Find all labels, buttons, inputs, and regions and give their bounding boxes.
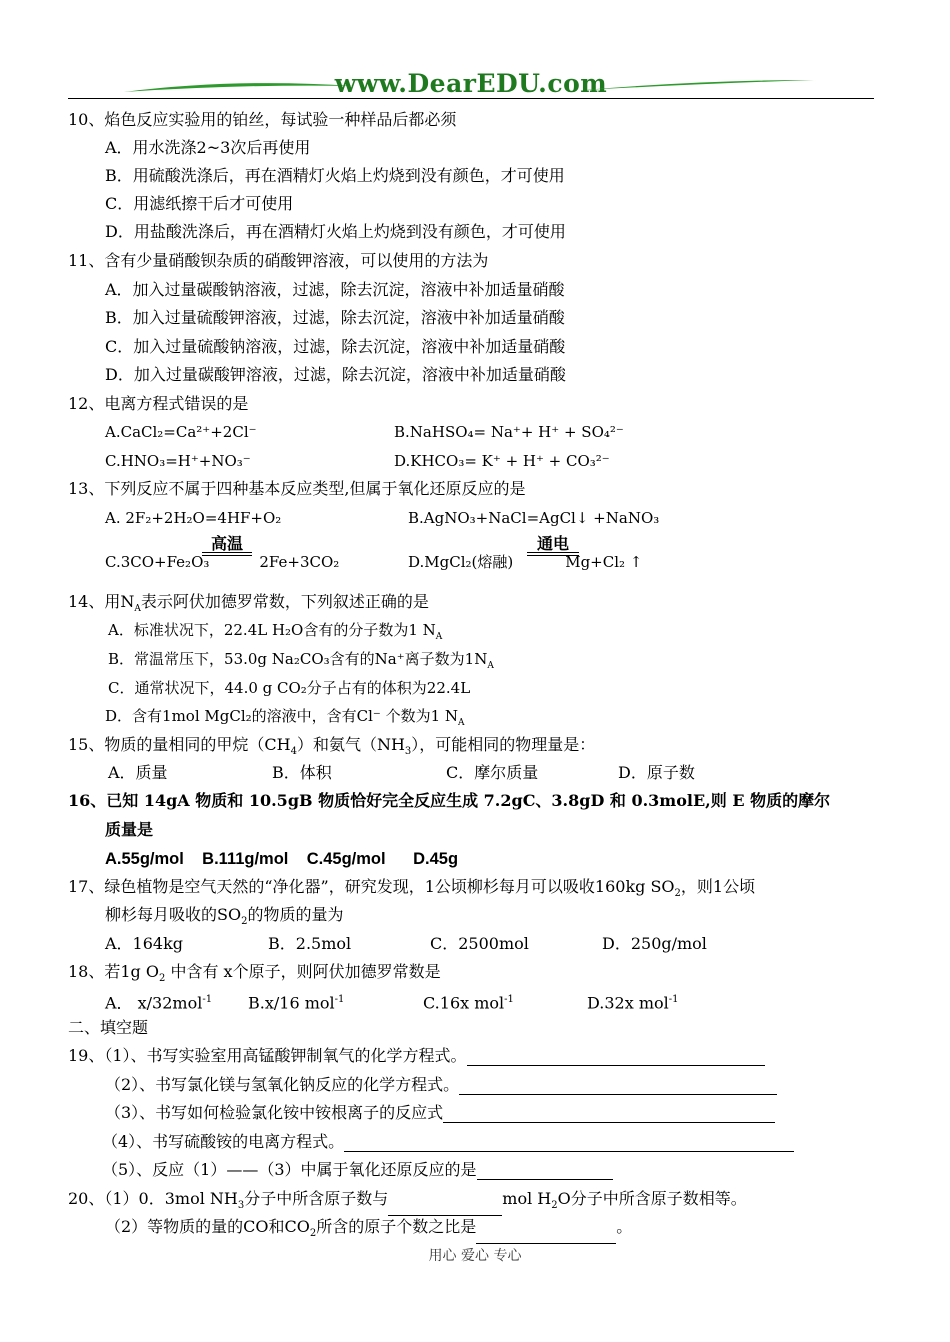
q18-option-c [423,990,514,1013]
na-subscript: A [134,604,141,615]
question-14 [68,592,429,619]
q10-option-a: A．用水洗涤2~3次后再使用 [105,138,311,157]
q13-option-d [408,552,642,572]
q19-1-text: 19、（1）、书写实验室用高锰酸钾制氧气的化学方程式。 [68,1046,467,1065]
subscript: 2 [241,916,248,928]
q11-option-a: A．加入过量碳酸钠溶液，过滤，除去沉淀，溶液中补加适量硝酸 [105,280,565,299]
subscript: 2 [551,1200,558,1212]
answer-blank[interactable] [467,1049,765,1066]
q14a-text: A．标准状况下，22.4L H₂O含有的分子数为1 N [108,621,436,639]
question-16-cont: 质量是 [105,820,154,839]
q15-option-b: B．体积 [272,763,332,782]
q13d-reactants: D.MgCl₂(熔融) [408,553,514,571]
q19-5-text: （5）、反应（1）——（3）中属于氧化还原反应的是 [102,1160,477,1179]
subscript: 2 [674,888,681,900]
answer-blank[interactable] [476,1227,616,1244]
q17b-text: 柳杉每月吸收的SO [105,905,242,924]
q18d-text: D.32x mol [587,993,669,1013]
q11-option-c: C．加入过量硫酸钠溶液，过滤，除去沉淀，溶液中补加适量硝酸 [105,337,566,356]
superscript: -1 [334,994,345,1005]
q15-part2: ）和氨气（NH [296,735,405,754]
q20-2a: （2）等物质的量的CO和CO [105,1217,310,1236]
q17b-tail: 的物质的量为 [247,905,344,924]
q20-1b: 分子中所含原子数与 [244,1189,389,1208]
q20-2b: 所含的原子个数之比是 [316,1217,477,1236]
q17-option-a: A．164kg [105,934,184,953]
q12-option-a: A.CaCl₂=Ca²⁺+2Cl⁻ [105,423,257,441]
question-19-2 [105,1075,777,1095]
q13-option-a: A. 2F₂+2H₂O=4HF+O₂ [105,509,282,527]
na-symbol: N [120,592,135,611]
superscript: -1 [668,994,679,1005]
q14b-text: B．常温常压下，53.0g Na₂CO₃含有的Na⁺离子数为1N [108,650,488,668]
question-20-2 [105,1217,632,1244]
question-19-3 [105,1103,775,1123]
q14-option-c: C．通常状况下，44.0 g CO₂分子占有的体积为22.4L [108,679,471,697]
question-11: 11、含有少量硝酸钡杂质的硝酸钾溶液，可以使用的方法为 [68,251,489,270]
question-19-5 [102,1160,613,1180]
question-20-1 [68,1189,747,1216]
question-12: 12、电离方程式错误的是 [68,394,249,413]
question-16 [68,791,830,811]
q19-3-text: （3）、书写如何检验氯化铵中铵根离子的反应式 [105,1103,444,1122]
answer-blank[interactable] [459,1078,777,1095]
q18-text: 18、若1g O [68,962,159,981]
q18-option-b [248,990,344,1013]
answer-blank[interactable] [388,1199,502,1216]
q20-1c: mol H [502,1189,552,1208]
q14-option-b [108,649,494,676]
q18-option-d [587,990,678,1013]
q10-option-c: C．用滤纸擦干后才可使用 [105,194,294,213]
q13d-products: Mg+Cl₂ ↑ [565,553,643,571]
superscript: -1 [202,994,213,1005]
subscript: 3 [404,746,412,758]
q12-option-c: C.HNO₃=H⁺+NO₃⁻ [105,452,251,470]
q15-part3: ），可能相同的物理量是： [411,735,596,754]
answer-blank[interactable] [443,1106,775,1123]
q16-options: A.55g/mol B.111g/mol C.45g/mol D.45g [105,850,459,868]
q13c-products: 2Fe+3CO₂ [259,553,340,571]
question-18 [68,962,441,989]
q14-text: 表示阿伏加德罗常数，下列叙述正确的是 [140,592,429,611]
answer-blank[interactable] [344,1135,794,1152]
q14-option-d [105,706,465,733]
page-footer: 用心 爱心 专心 [428,1248,522,1264]
q15-option-d: D．原子数 [618,763,695,782]
na-subscript: A [435,632,443,642]
q17-option-b: B．2.5mol [268,934,352,953]
q18-option-a [105,990,212,1013]
q13c-condition-label: 高温 [210,534,243,553]
q18c-text: C.16x mol [423,993,505,1013]
question-15 [68,735,595,762]
question-13: 13、下列反应不属于四种基本反应类型,但属于氧化还原反应的是 [68,479,526,498]
q17-option-d: D．250g/mol [602,934,707,953]
page-header [68,70,874,102]
answer-blank[interactable] [477,1163,613,1180]
question-10: 10、焰色反应实验用的铂丝，每试验一种样品后都必须 [68,110,457,129]
q16-text: 16、已知 14gA 物质和 10.5gB 物质恰好完全反应生成 7.2gC、3.8gD 和 0.3molE,则 E 物质的摩尔 [68,791,831,810]
q19-4-text: （4）、书写硫酸铵的电离方程式。 [102,1132,345,1151]
q20-1d: O分子中所含原子数相等。 [557,1189,747,1208]
q19-2-text: （2）、书写氯化镁与氢氧化钠反应的化学方程式。 [105,1075,460,1094]
q13d-condition-label: 通电 [536,534,569,553]
q15-option-c: C．摩尔质量 [446,763,539,782]
q12-option-b: B.NaHSO₄= Na⁺+ H⁺ + SO₄²⁻ [394,423,624,441]
subscript: 3 [237,1200,245,1212]
q13-option-b: B.AgNO₃+NaCl=AgCl↓ +NaNO₃ [408,509,660,527]
q14d-text: D．含有1mol MgCl₂的溶液中，含有Cl⁻ 个数为1 N [105,707,459,725]
q12-option-d: D.KHCO₃= K⁺ + H⁺ + CO₃²⁻ [394,452,610,470]
q10-option-b: B．用硫酸洗涤后，再在酒精灯火焰上灼烧到没有颜色，才可使用 [105,166,565,185]
q14-prefix: 14、用 [68,592,121,611]
q15-option-a: A．质量 [108,763,168,782]
q14-option-a [108,620,442,647]
q11-option-d: D．加入过量碳酸钾溶液，过滤，除去沉淀，溶液中补加适量硝酸 [105,365,566,384]
q13c-condition [202,536,252,556]
q20-2c: 。 [616,1217,633,1236]
subscript: 4 [290,746,297,758]
green-swoosh-right [584,78,814,94]
q20-1a: 20、（1）0．3mol NH [68,1189,238,1208]
q13d-condition [527,536,579,556]
superscript: -1 [504,994,514,1005]
question-19-1 [68,1046,765,1066]
subscript: 2 [159,973,166,985]
question-17 [68,877,755,904]
q18b-text: B.x/16 mol [248,993,335,1013]
na-subscript: A [458,718,465,728]
q18a-text: A． x/32mol [105,993,203,1013]
header-rule [68,98,874,99]
q10-option-d: D．用盐酸洗涤后，再在酒精灯火焰上灼烧到没有颜色，才可使用 [105,222,566,241]
question-17-cont [105,905,343,932]
q18-tail: 中含有 x个原子，则阿伏加德罗常数是 [165,962,441,981]
q17-text-tail: ，则1公顷 [680,877,756,896]
section-fill-in-title: 二、填空题 [68,1018,149,1037]
q13c-reactants: C.3CO+Fe₂O₃ [105,553,210,571]
question-19-4 [102,1132,794,1152]
na-subscript: A [487,661,494,671]
q11-option-b: B．加入过量硫酸钾溶液，过滤，除去沉淀，溶液中补加适量硝酸 [105,308,565,327]
q17-text: 17、绿色植物是空气天然的“净化器”，研究发现，1公顷柳杉每月可以吸收160kg SO [68,877,675,896]
site-logo: www.DearEDU.com [334,69,608,98]
q17-option-c: C．2500mol [430,934,529,953]
q15-part1: 15、物质的量相同的甲烷（CH [68,735,291,754]
subscript: 2 [309,1228,317,1240]
